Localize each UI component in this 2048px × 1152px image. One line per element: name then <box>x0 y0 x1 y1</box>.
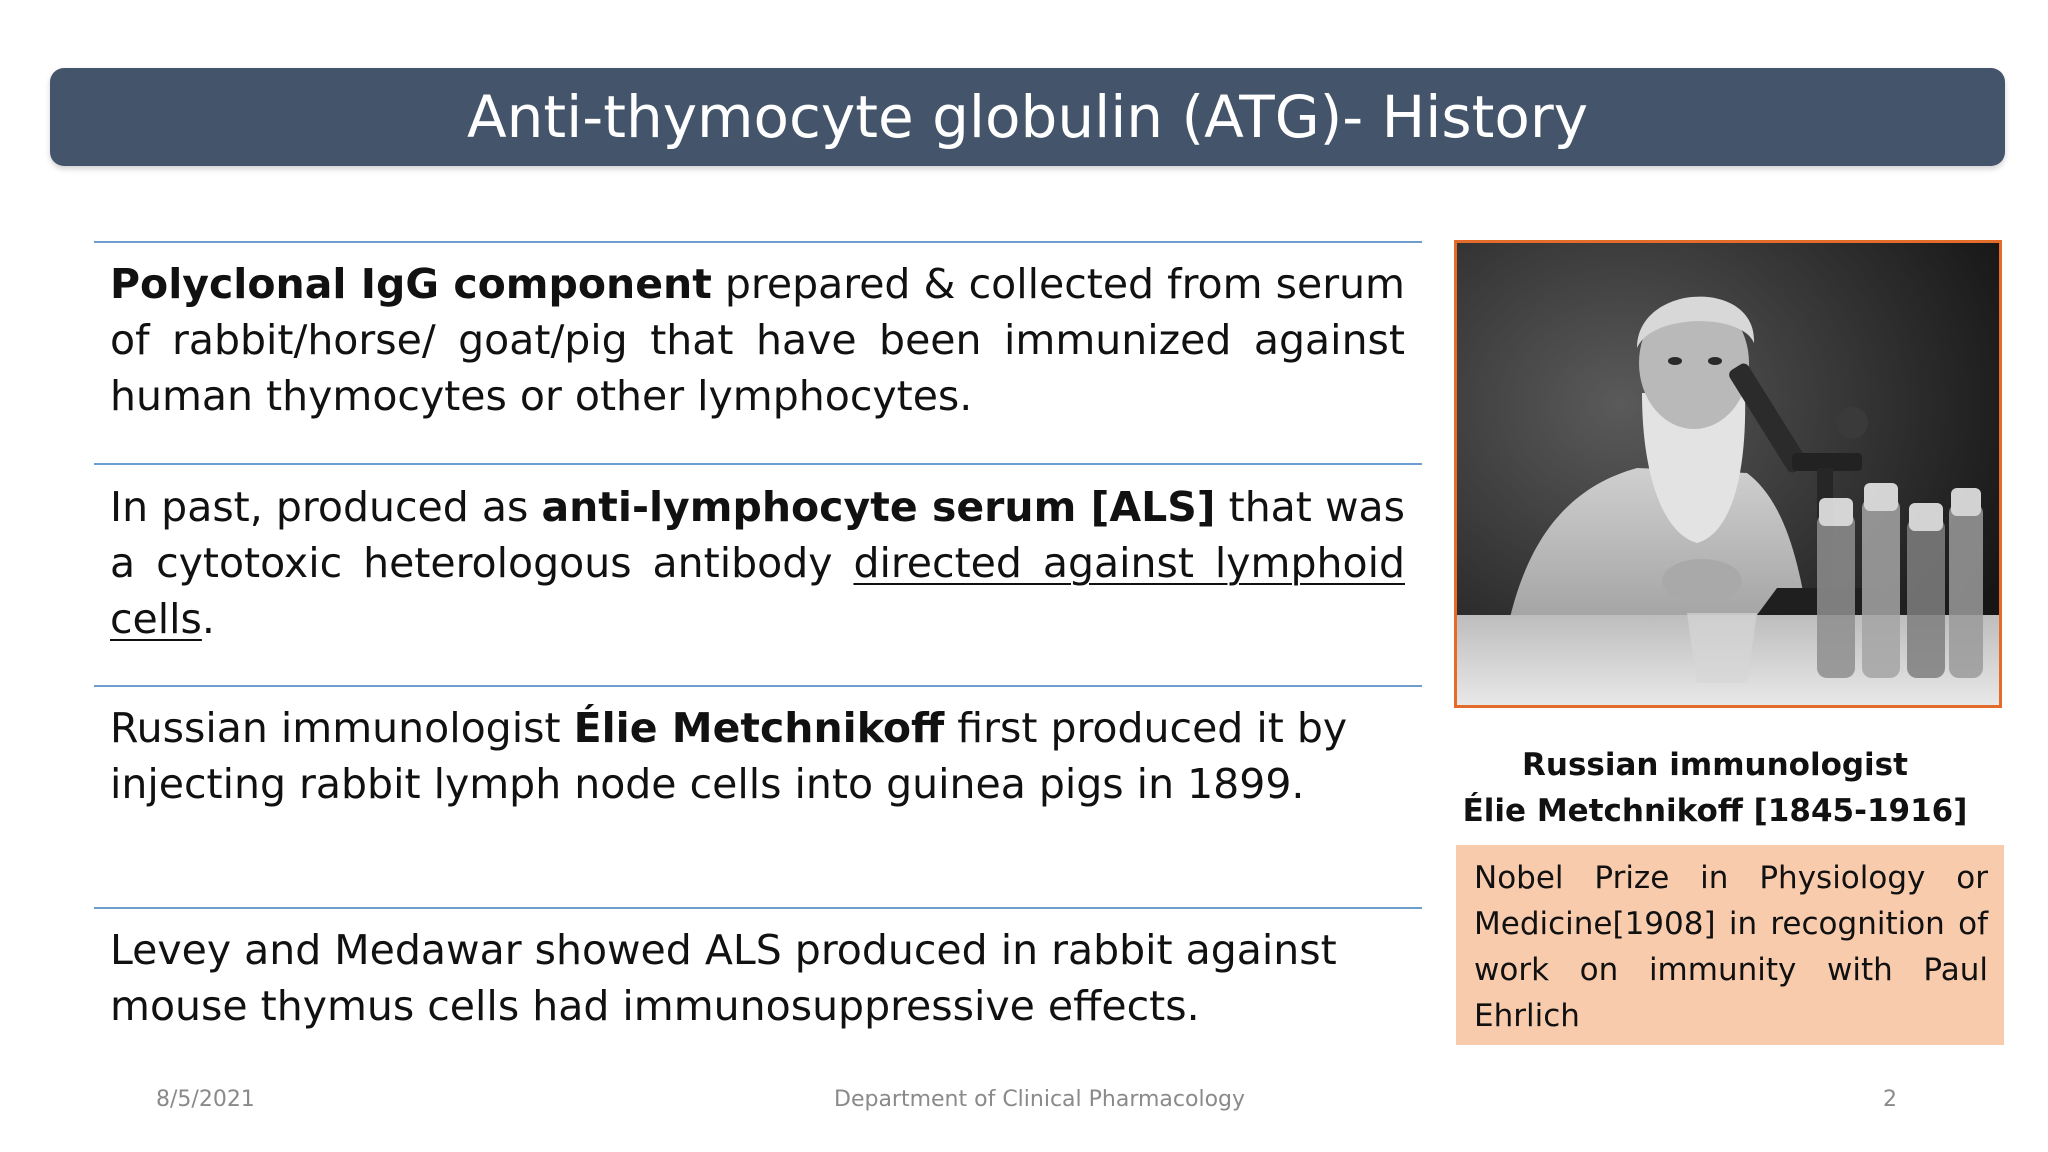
portrait-photo <box>1454 240 2002 708</box>
point-1-bold: Polyclonal IgG component <box>110 260 712 308</box>
caption-line-1: Russian immunologist <box>1522 747 1908 783</box>
footer-department: Department of Clinical Pharmacology <box>834 1087 1246 1112</box>
divider-2 <box>94 463 1422 465</box>
point-3 <box>110 700 1405 812</box>
point-2-bold: anti-lymphocyte serum [ALS] <box>541 483 1216 531</box>
point-1-text: prepared & collected from serum of rabbit/horse/ goat/pig that have been immunized against human thymocytes or other lymphocytes. <box>110 260 1405 420</box>
point-4-text: Levey and Medawar showed ALS produced in rabbit against mouse thymus cells had immunosuppressive effects. <box>110 926 1337 1030</box>
photo-caption <box>1456 742 1974 834</box>
nobel-prize-box <box>1456 845 2004 1045</box>
caption-line-2: Élie Metchnikoff [1845-1916] <box>1462 793 1968 829</box>
nobel-prize-text: Nobel Prize in Physiology or Medicine[1908] in recognition of work on immunity with Paul Ehrlich <box>1474 860 1988 1034</box>
point-3-text-a: Russian immunologist <box>110 704 574 752</box>
point-1 <box>110 256 1405 424</box>
point-2-text-a: In past, produced as <box>110 483 542 531</box>
footer-page-number: 2 <box>1883 1087 1897 1112</box>
point-2-text-b: that was a cytotoxic heterologous antibody <box>110 483 1405 587</box>
point-2-underline: directed against lymphoid cells <box>110 539 1405 643</box>
title-bar <box>50 68 2005 166</box>
slide-title: Anti-thymocyte globulin (ATG)- History <box>466 83 1589 151</box>
footer-date: 8/5/2021 <box>156 1087 255 1112</box>
point-2 <box>110 479 1405 647</box>
point-3-text-b: first produced it by injecting rabbit lymph node cells into guinea pigs in 1899. <box>110 704 1348 808</box>
point-3-bold: Élie Metchnikoff <box>573 704 945 752</box>
divider-4 <box>94 907 1422 909</box>
point-2-text-c: . <box>201 595 215 643</box>
divider-1 <box>94 241 1422 243</box>
divider-3 <box>94 685 1422 687</box>
point-4 <box>110 922 1405 1034</box>
portrait-photo-image <box>1457 243 1999 705</box>
